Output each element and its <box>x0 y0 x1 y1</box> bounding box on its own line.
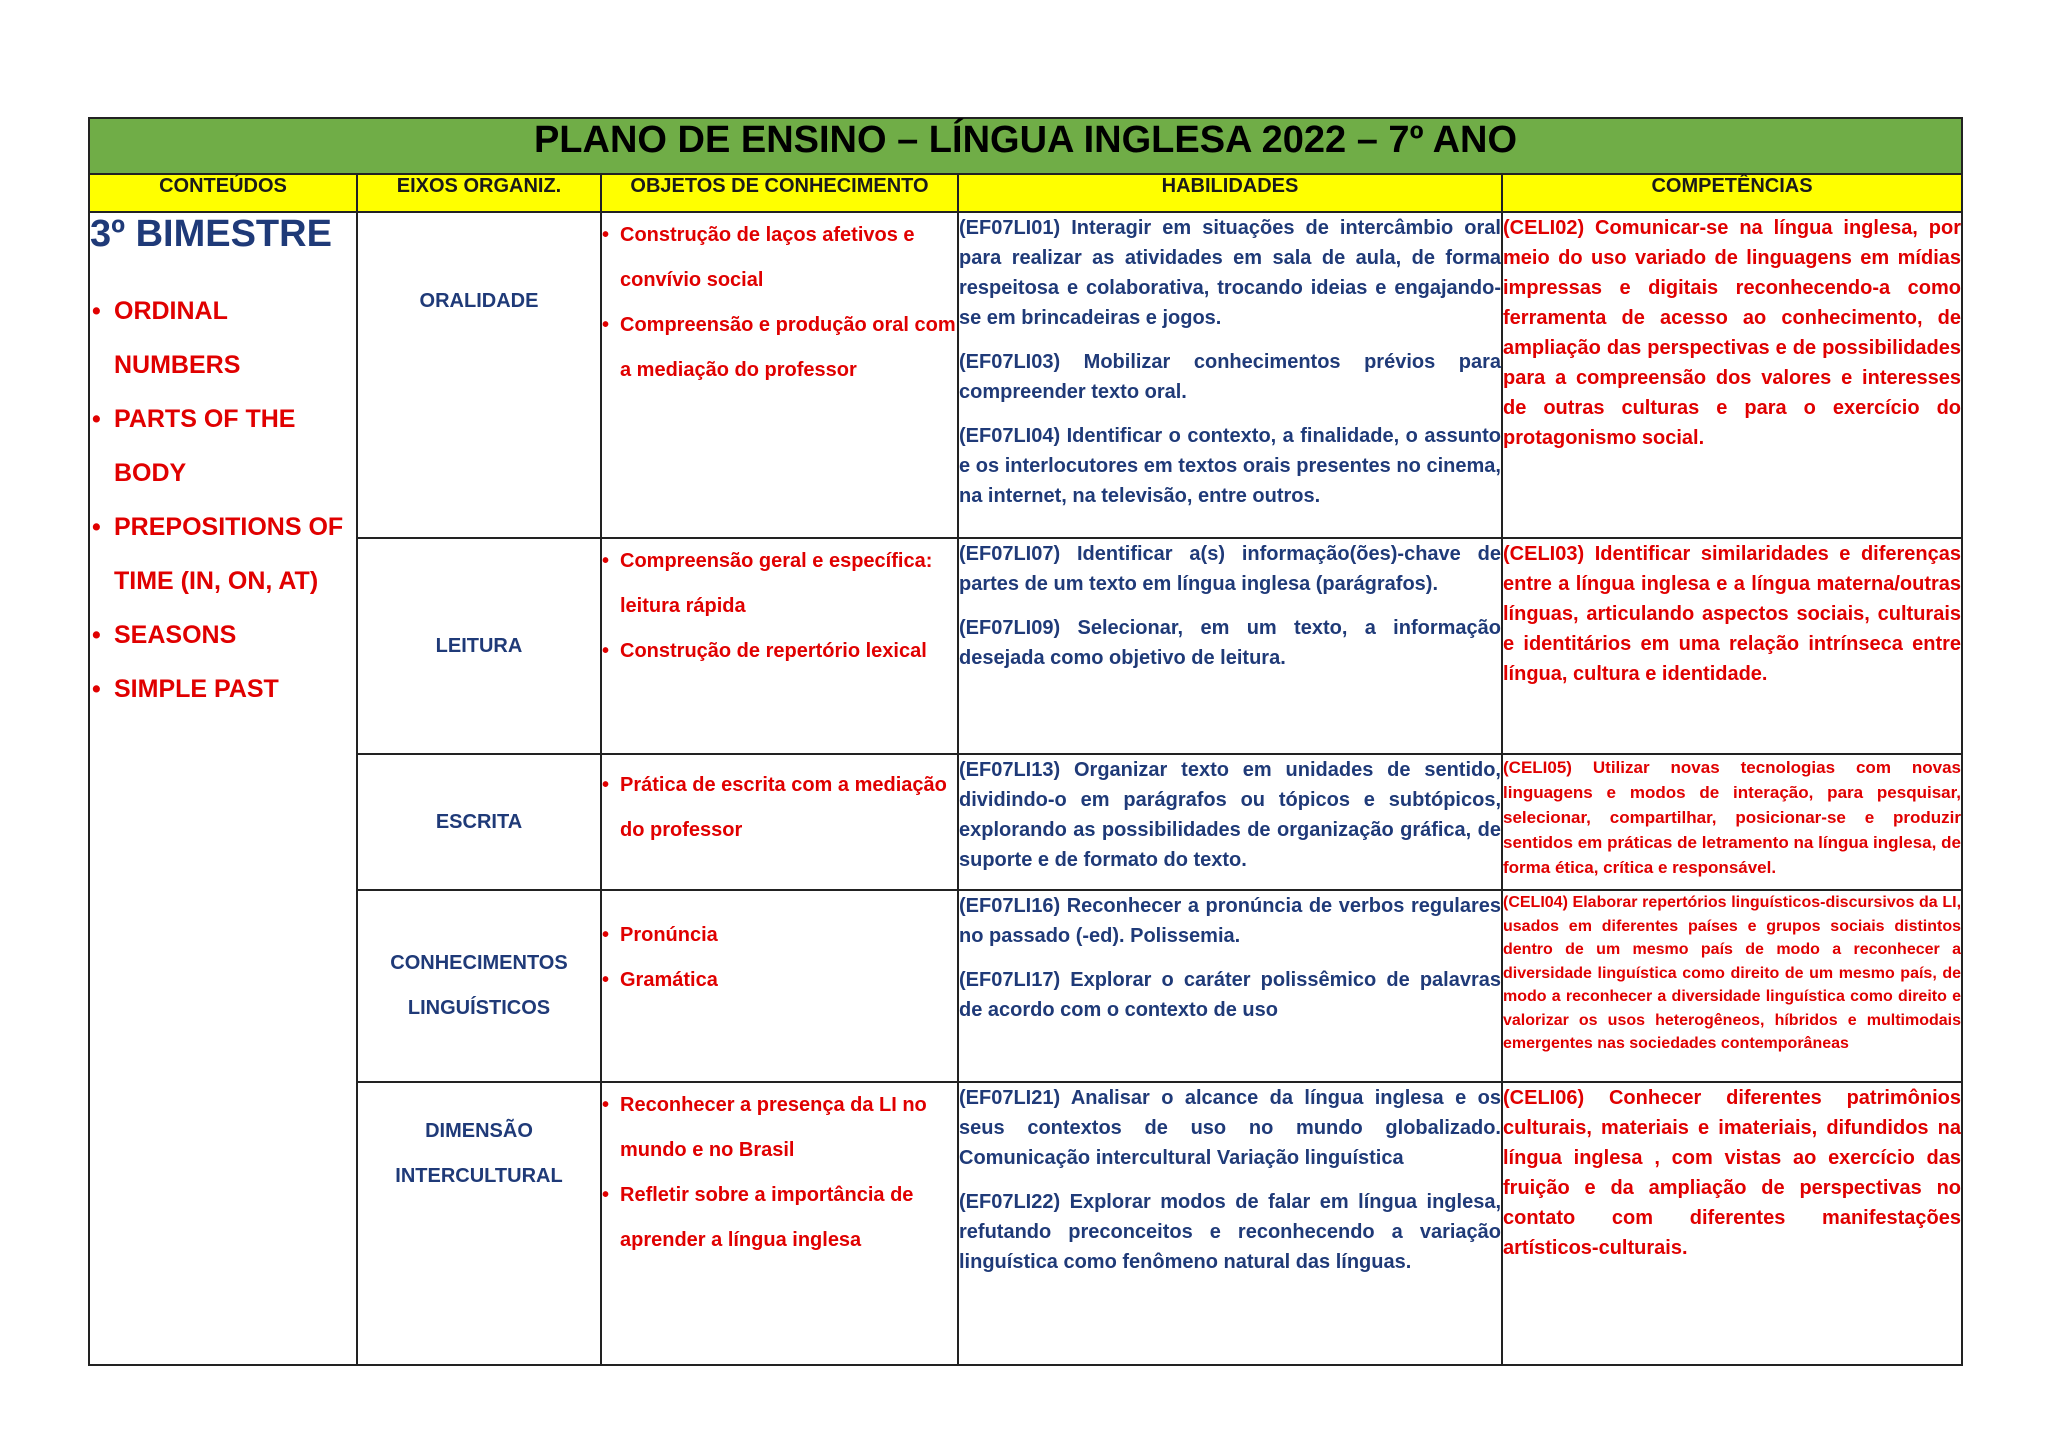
habilidade-text: (EF07LI13) Organizar texto em unidades de sentido, dividindo-o em parágrafos ou tópicos e subtópicos, explorando as possibilidades de organização gráfica, de suporte e de formato do texto. <box>959 759 1501 871</box>
plan-title: PLANO DE ENSINO – LÍNGUA INGLESA 2022 – 7º ANO <box>89 118 1962 174</box>
conteudo-item: • PREPOSITIONS OF TIME (IN, ON, AT) <box>90 500 356 608</box>
objetos-conhecimentos <box>601 890 958 1082</box>
header-conteudos: CONTEÚDOS <box>89 174 357 212</box>
competencias-conhecimentos <box>1502 890 1962 1082</box>
eixo-leitura <box>357 538 601 754</box>
habilidade-text: (EF07LI01) Interagir em situações de intercâmbio oral para realizar as atividades em sala de aula, de forma respeitosa e colaborativa, trocando ideias e engajando-se em brincadeiras e jogos. <box>959 217 1501 329</box>
eixo-label: LINGUÍSTICOS <box>407 997 551 1019</box>
competencias-oralidade <box>1502 212 1962 538</box>
objeto-item: • Construção de laços afetivos e convívio social <box>602 213 957 303</box>
habilidades-conhecimentos <box>958 890 1502 1082</box>
objeto-item: • Refletir sobre a importância de aprender a língua inglesa <box>602 1173 957 1263</box>
conteudo-item: • SIMPLE PAST <box>90 662 356 716</box>
conteudo-item: • SEASONS <box>90 608 356 662</box>
bimestre-title: 3º BIMESTRE <box>90 213 332 255</box>
habilidade-text: (EF07LI22) Explorar modos de falar em língua inglesa, refutando preconceitos e reconhecendo a variação linguística como fenômeno natural das línguas. <box>959 1191 1501 1273</box>
competencias-leitura <box>1502 538 1962 754</box>
competencia-text: (CELI06) Conhecer diferentes patrimônios culturais, materiais e imateriais, difundidos na língua inglesa , com vistas ao exercício das fruição e da ampliação de perspectivas no contato com diferentes manifestações artísticos-culturais. <box>1503 1087 1962 1259</box>
objetos-escrita <box>601 754 958 890</box>
habilidade-text: (EF07LI07) Identificar a(s) informação(ões)-chave de partes de um texto em língua inglesa (parágrafos). <box>959 543 1501 595</box>
habilidades-escrita <box>958 754 1502 890</box>
habilidade-text: (EF07LI04) Identificar o contexto, a finalidade, o assunto e os interlocutores em textos orais presentes no cinema, na internet, na televisão, entre outros. <box>959 425 1501 507</box>
objeto-item: • Compreensão e produção oral com a mediação do professor <box>602 303 957 393</box>
objeto-item: • Prática de escrita com a mediação do professor <box>602 763 957 853</box>
habilidades-intercultural <box>958 1082 1502 1365</box>
header-habilidades: HABILIDADES <box>958 174 1502 212</box>
header-objetos: OBJETOS DE CONHECIMENTO <box>601 174 958 212</box>
conteudos-cell <box>89 212 357 1365</box>
habilidades-oralidade <box>958 212 1502 538</box>
objeto-item: • Reconhecer a presença da LI no mundo e no Brasil <box>602 1083 957 1173</box>
competencia-text: (CELI02) Comunicar-se na língua inglesa, por meio do uso variado de linguagens em mídias impressas e digitais reconhecendo-a como ferramenta de acesso ao conhecimento, de ampliação das perspectivas e de possibilidades para a compreensão dos valores e interesses de outras culturas e para o exercício do protagonismo social. <box>1503 217 1962 449</box>
eixo-oralidade <box>357 212 601 538</box>
habilidade-text: (EF07LI09) Selecionar, em um texto, a informação desejada como objetivo de leitura. <box>959 617 1501 669</box>
objetos-oralidade <box>601 212 958 538</box>
habilidade-text: (EF07LI17) Explorar o caráter polissêmico de palavras de acordo com o contexto de uso <box>959 969 1501 1021</box>
competencia-text: (CELI05) Utilizar novas tecnologias com novas linguagens e modos de interação, para pesquisar, selecionar, compartilhar, posicionar-se e produzir sentidos em práticas de letramento na língua inglesa, de forma ética, crítica e responsável. <box>1503 758 1962 877</box>
objetos-intercultural <box>601 1082 958 1365</box>
objeto-item: • Construção de repertório lexical <box>602 629 957 674</box>
eixo-escrita <box>357 754 601 890</box>
eixo-label: CONHECIMENTOS <box>390 952 568 974</box>
eixo-label: LEITURA <box>435 634 523 657</box>
objeto-item: • Compreensão geral e específica: leitura rápida <box>602 539 957 629</box>
header-competencias: COMPETÊNCIAS <box>1502 174 1962 212</box>
eixo-conhecimentos-linguisticos <box>357 890 601 1082</box>
habilidade-text: (EF07LI03) Mobilizar conhecimentos prévios para compreender texto oral. <box>959 351 1501 403</box>
eixo-label: ESCRITA <box>435 810 523 833</box>
competencia-text: (CELI03) Identificar similaridades e diferenças entre a língua inglesa e a língua materna/outras línguas, articulando aspectos sociais, culturais e identitários em uma relação intrínseca entre língua, cultura e identidade. <box>1503 543 1962 685</box>
competencia-text: (CELI04) Elaborar repertórios linguísticos-discursivos da LI, usados em diferentes países e grupos sociais distintos dentro de um mesmo país de modo a reconhecer a diversidade linguística como direito de um mesmo país, de modo a reconhecer a diversidade linguística como direito e valorizar os usos heterogêneos, híbridos e multimodais emergentes nas sociedades contemporâneas <box>1503 894 1962 1052</box>
conteudos-list <box>90 284 356 716</box>
competencias-escrita <box>1502 754 1962 890</box>
header-eixos: EIXOS ORGANIZ. <box>357 174 601 212</box>
eixo-label: ORALIDADE <box>419 290 539 312</box>
habilidade-text: (EF07LI21) Analisar o alcance da língua inglesa e os seus contextos de uso no mundo globalizado. Comunicação intercultural Variação linguística <box>959 1087 1501 1169</box>
habilidade-text: (EF07LI16) Reconhecer a pronúncia de verbos regulares no passado (-ed). Polissemia. <box>959 895 1501 947</box>
eixo-label: INTERCULTURAL <box>395 1165 563 1187</box>
objetos-leitura <box>601 538 958 754</box>
eixo-label: DIMENSÃO <box>425 1120 533 1142</box>
conteudo-item: • PARTS OF THE BODY <box>90 392 356 500</box>
teaching-plan-table <box>88 117 1963 1366</box>
eixo-dimensao-intercultural <box>357 1082 601 1365</box>
conteudo-item: • ORDINAL NUMBERS <box>90 284 356 392</box>
competencias-intercultural <box>1502 1082 1962 1365</box>
objeto-item: • Gramática <box>602 958 957 1003</box>
habilidades-leitura <box>958 538 1502 754</box>
objeto-item: • Pronúncia <box>602 913 957 958</box>
